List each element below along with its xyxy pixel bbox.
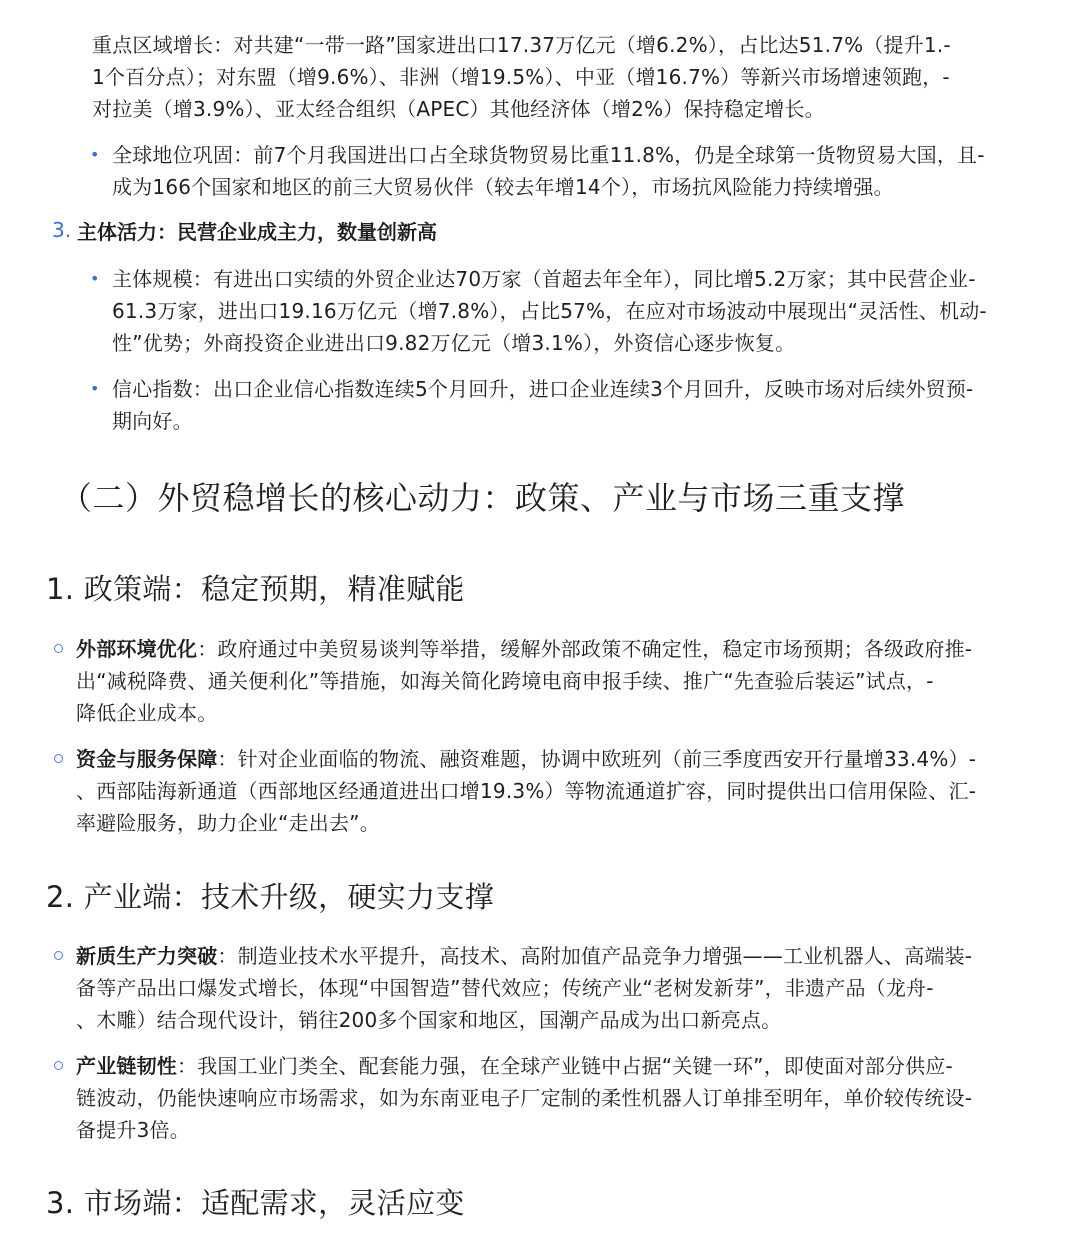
text-line: 出“减税降费、通关便利化”等措施，如海关简化跨境电商申报手续、推广“先查验后装运”试点，-	[76, 669, 934, 693]
subheading-industry: 2. 产业端：技术升级，硬实力支撑	[46, 880, 494, 914]
item-text: ：政府通过中美贸易谈判等举措，缓解外部政策不确定性，稳定市场预期；各级政府推-	[197, 637, 973, 661]
bullet-circle-icon	[54, 644, 63, 653]
text-line: 重点区域增长：对共建“一带一路”国家进出口17.37万亿元（增6.2%），占比达51.7%（提升1.-	[92, 33, 951, 57]
text-line: 信心指数：出口企业信心指数连续5个月回升，进口企业连续3个月回升，反映市场对后续外贸预-	[112, 377, 974, 401]
text-line: 备提升3倍。	[76, 1118, 190, 1142]
item-lead: 资金与服务保障	[76, 747, 218, 771]
subheading-market: 3. 市场端：适配需求，灵活应变	[46, 1186, 465, 1220]
item-lead: 外部环境优化	[76, 637, 198, 661]
text-line: 1个百分点）；对东盟（增9.6%）、非洲（增19.5%）、中亚（增16.7%）等新兴市场增速领跑，-	[92, 65, 950, 89]
bullet-dot-icon: •	[90, 145, 100, 164]
text-line: 链波动，仍能快速响应市场需求，如为东南亚电子厂定制的柔性机器人订单排至明年，单价较传统设-	[76, 1086, 973, 1110]
subheading-policy: 1. 政策端：稳定预期，精准赋能	[46, 572, 465, 606]
bullet-circle-icon	[54, 951, 63, 960]
text-line	[76, 744, 976, 775]
section-title: 主体活力：民营企业成主力，数量创新高	[77, 220, 437, 244]
section-number: 3.	[52, 218, 72, 242]
text-line: 主体规模：有进出口实绩的外贸企业达70万家（首超去年全年），同比增5.2万家；其中民营企业-	[112, 267, 976, 291]
section-heading-core-drivers: （二）外贸稳增长的核心动力：政策、产业与市场三重支撑	[60, 479, 906, 517]
text-line: 率避险服务，助力企业“走出去”。	[76, 811, 380, 835]
text-line: 61.3万家，进出口19.16万亿元（增7.8%），占比57%，在应对市场波动中展现出“灵活性、机动-	[112, 299, 987, 323]
text-line: 成为166个国家和地区的前三大贸易伙伴（较去年增14个），市场抗风险能力持续增强。	[112, 175, 894, 199]
item-text: ：我国工业门类全、配套能力强，在全球产业链中占据“关键一环”，即使面对部分供应-	[177, 1054, 953, 1078]
bullet-circle-icon	[54, 1061, 63, 1070]
item-text: ：制造业技术水平提升，高技术、高附加值产品竞争力增强——工业机器人、高端装-	[217, 944, 973, 968]
text-line: 、木雕）结合现代设计，销往200多个国家和地区，国潮产品成为出口新亮点。	[76, 1008, 782, 1032]
item-lead: 产业链韧性	[76, 1054, 177, 1078]
text-line	[76, 634, 972, 665]
text-line	[76, 1051, 953, 1082]
text-line: 、西部陆海新通道（西部地区经通道进出口增19.3%）等物流通道扩容，同时提供出口信用保险、汇-	[76, 779, 977, 803]
text-line: 性”优势；外商投资企业进出口9.82万亿元（增3.1%），外资信心逐步恢复。	[112, 331, 796, 355]
text-line: 对拉美（增3.9%）、亚太经合组织（APEC）其他经济体（增2%）保持稳定增长。	[92, 97, 825, 121]
text-line: 全球地位巩固：前7个月我国进出口占全球货物贸易比重11.8%，仍是全球第一货物贸易大国，且-	[112, 143, 985, 167]
bullet-circle-icon	[54, 754, 63, 763]
text-line: 期向好。	[112, 409, 193, 433]
bullet-dot-icon: •	[90, 269, 100, 288]
text-line: 降低企业成本。	[76, 701, 218, 725]
item-lead: 新质生产力突破	[76, 944, 218, 968]
item-text: ：针对企业面临的物流、融资难题，协调中欧班列（前三季度西安开行量增33.4%）-	[217, 747, 977, 771]
bullet-dot-icon: •	[90, 379, 100, 398]
text-line	[76, 941, 972, 972]
text-line: 备等产品出口爆发式增长，体现“中国智造”替代效应；传统产业“老树发新芽”，非遗产品（龙舟-	[76, 976, 934, 1000]
